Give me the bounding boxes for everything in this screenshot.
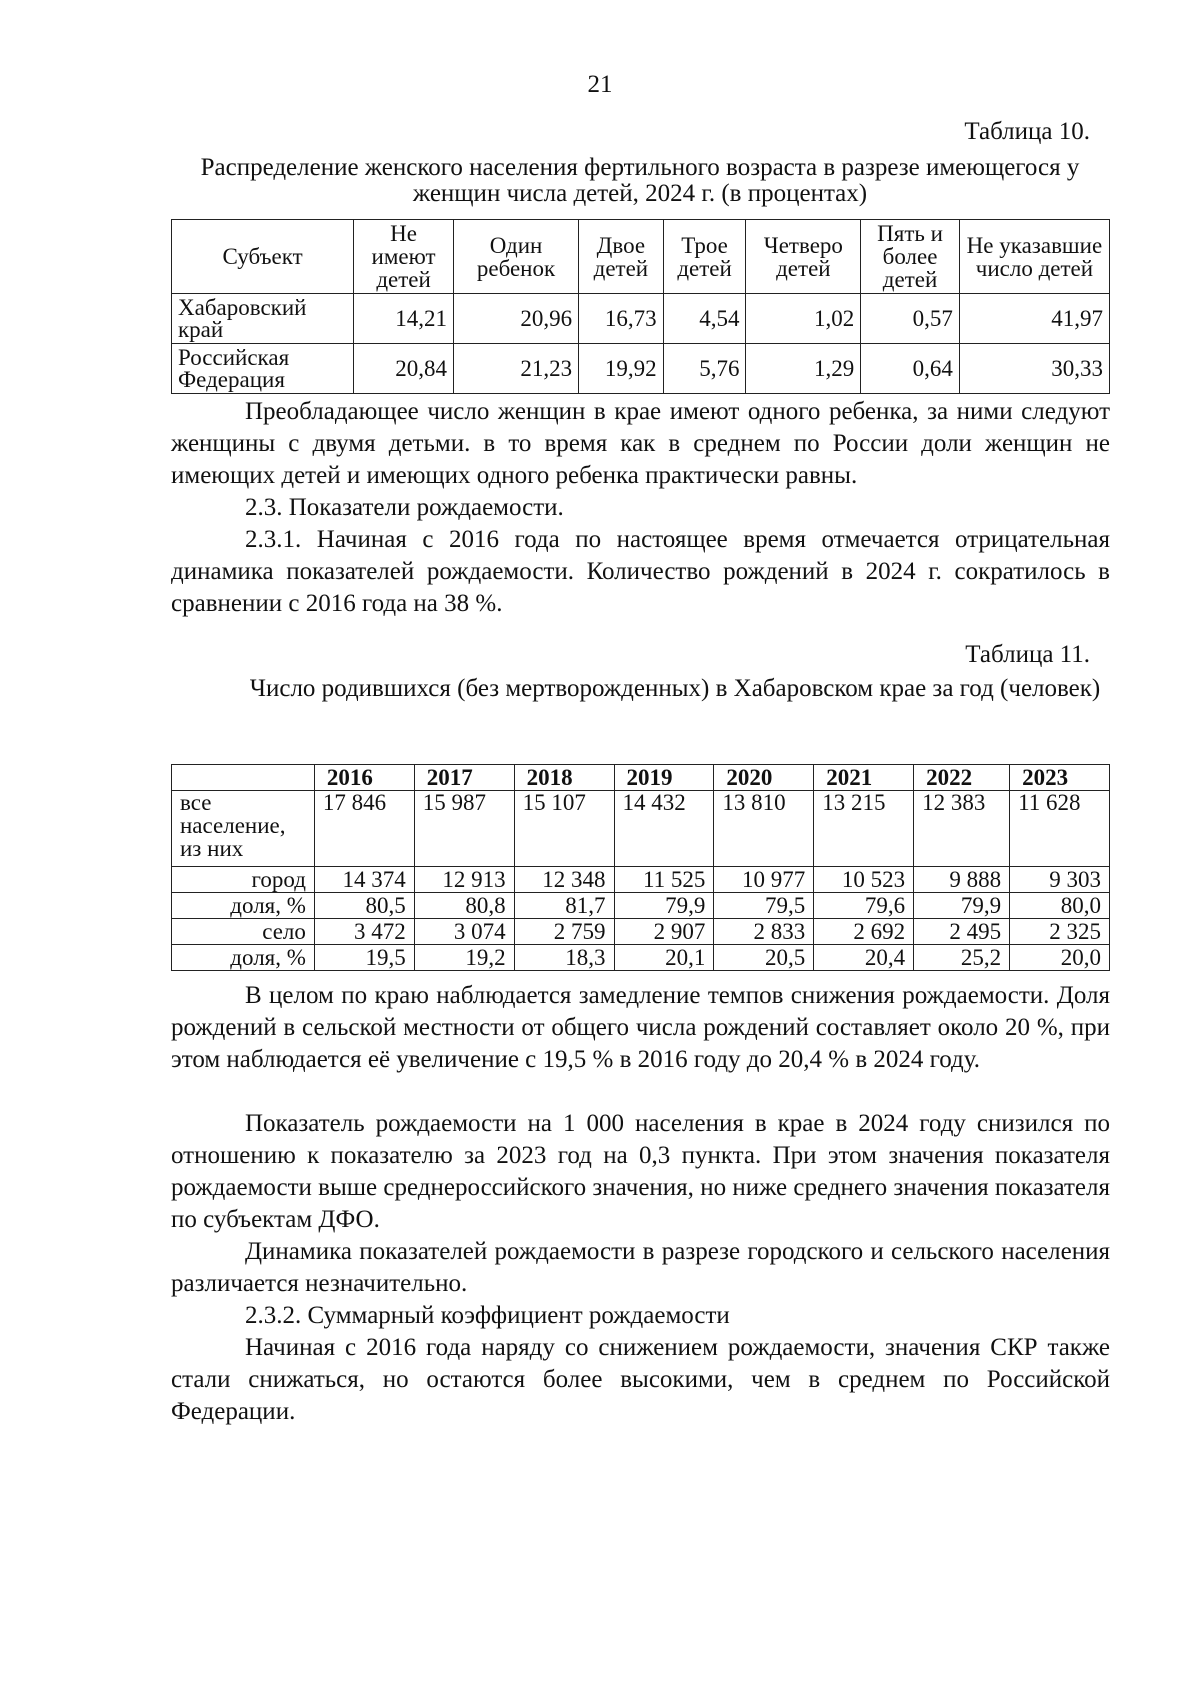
table11-cell: 79,9 (614, 893, 714, 919)
paragraph-text: Начиная с 2016 года наряду со снижением рождаемости, значения СКР также стали снижаться, но остаются более высокими, чем в среднем по Российской Федерации. (171, 1334, 1110, 1425)
table11-cell: 80,0 (1010, 893, 1110, 919)
table11-cell: 2 759 (514, 919, 614, 945)
paragraph-text: В целом по краю наблюдается замедление темпов снижения рождаемости. Доля рождений в сельской местности от общего числа рождений составляет около 20 %, при этом наблюдается её увеличение с 19,5 % в 2016 году до 20,4 % в 2024 году. (171, 982, 1110, 1073)
table10-subject: Хабаровский край (172, 294, 354, 344)
table11-cell: 2 907 (614, 919, 714, 945)
table11-cell: 13 215 (814, 791, 914, 867)
table11-cell: 79,6 (814, 893, 914, 919)
table10-header-row (172, 220, 1110, 294)
table-row (172, 893, 1110, 919)
paragraph-text: Преобладающее число женщин в крае имеют одного ребенка, за ними следуют женщины с двумя детьми. в то время как в среднем по России доли женщин не имеющих детей и имеющих одного ребенка практически равны. (171, 398, 1110, 489)
table11-cell: 80,5 (314, 893, 414, 919)
table10-cell: 20,96 (453, 294, 578, 344)
table11-cell: 2 495 (914, 919, 1010, 945)
table-row (172, 945, 1110, 971)
table10-header: Трое детей (663, 220, 746, 294)
table11-cell: 18,3 (514, 945, 614, 971)
paragraph (171, 524, 1110, 620)
section-heading: 2.3. Показатели рождаемости. (245, 494, 564, 521)
table11-year: 2017 (414, 765, 514, 791)
table11-cell: 3 074 (414, 919, 514, 945)
table11-label: Таблица 11. (965, 641, 1090, 668)
paragraph-text: Динамика показателей рождаемости в разрезе городского и сельского населения различается незначительно. (171, 1238, 1110, 1297)
table10-label: Таблица 10. (964, 118, 1090, 145)
table-row (172, 791, 1110, 867)
table11-cell: 19,2 (414, 945, 514, 971)
paragraph-text: Показатель рождаемости на 1 000 населения в крае в 2024 году снизился по отношению к показателю за 2023 год на 0,3 пункта. При этом значения показателя рождаемости выше среднероссийского значения, но ниже среднего значения показателя по субъектам ДФО. (171, 1110, 1110, 1233)
table11-row-label: село (172, 919, 315, 945)
table11-cell: 20,0 (1010, 945, 1110, 971)
table11-year: 2020 (714, 765, 814, 791)
table10-cell: 14,21 (354, 294, 454, 344)
paragraph (171, 980, 1110, 1076)
table11-cell: 20,1 (614, 945, 714, 971)
table-row (172, 344, 1110, 394)
table11-cell: 11 628 (1010, 791, 1110, 867)
table11-cell: 9 888 (914, 867, 1010, 893)
table11-cell: 2 692 (814, 919, 914, 945)
table11-cell: 80,8 (414, 893, 514, 919)
table11-row-label: доля, % (172, 945, 315, 971)
table11-cell: 12 913 (414, 867, 514, 893)
table11-cell: 3 472 (314, 919, 414, 945)
table11-year: 2018 (514, 765, 614, 791)
table10-cell: 0,57 (861, 294, 960, 344)
table-row (172, 867, 1110, 893)
table11-row-label: доля, % (172, 893, 315, 919)
table11-cell: 10 523 (814, 867, 914, 893)
table10-header: Один ребенок (453, 220, 578, 294)
table11-header-row (172, 765, 1110, 791)
table11-cell: 14 374 (314, 867, 414, 893)
table11-cell: 81,7 (514, 893, 614, 919)
table10-header: Пять и более детей (861, 220, 960, 294)
table10-cell: 1,29 (746, 344, 861, 394)
table10-cell: 30,33 (959, 344, 1109, 394)
paragraph (171, 396, 1110, 492)
table11-cell: 79,5 (714, 893, 814, 919)
table10-header: Не имеют детей (354, 220, 454, 294)
table11-cell: 15 987 (414, 791, 514, 867)
table11-cell: 12 383 (914, 791, 1010, 867)
table10-header: Не указавшие число детей (959, 220, 1109, 294)
table11-cell: 25,2 (914, 945, 1010, 971)
table-row (172, 919, 1110, 945)
table11-cell: 12 348 (514, 867, 614, 893)
table10-cell: 1,02 (746, 294, 861, 344)
table10-cell: 19,92 (579, 344, 664, 394)
section-heading: 2.3.2. Суммарный коэффициент рождаемости (245, 1302, 730, 1329)
table11-title: Число родившихся (без мертворожденных) в Хабаровском крае за год (человек) (249, 675, 1101, 702)
table11-cell: 9 303 (1010, 867, 1110, 893)
table10-header: Субъект (172, 220, 354, 294)
paragraph (171, 1108, 1110, 1236)
table10 (171, 219, 1110, 394)
table11-cell: 15 107 (514, 791, 614, 867)
table10-cell: 0,64 (861, 344, 960, 394)
table11-year: 2019 (614, 765, 714, 791)
table11-row-label: город (172, 867, 315, 893)
table11-year: 2021 (814, 765, 914, 791)
table11-cell: 2 833 (714, 919, 814, 945)
table11-cell: 14 432 (614, 791, 714, 867)
table11-cell: 79,9 (914, 893, 1010, 919)
table11-cell: 20,5 (714, 945, 814, 971)
table11-cell: 17 846 (314, 791, 414, 867)
table11-row-label: все население, из них (172, 791, 315, 867)
table11-cell: 20,4 (814, 945, 914, 971)
table11-cell: 19,5 (314, 945, 414, 971)
table11-cell: 2 325 (1010, 919, 1110, 945)
table11-year: 2016 (314, 765, 414, 791)
table10-cell: 5,76 (663, 344, 746, 394)
table10-cell: 4,54 (663, 294, 746, 344)
table10-subject: Российская Федерация (172, 344, 354, 394)
paragraph-text: 2.3.1. Начиная с 2016 года по настоящее время отмечается отрицательная динамика показателей рождаемости. Количество рождений в 2024 г. сократилось в сравнении с 2016 года на 38 %. (171, 526, 1110, 617)
table10-header: Двое детей (579, 220, 664, 294)
table10-cell: 41,97 (959, 294, 1109, 344)
table11-corner-cell (172, 765, 315, 791)
table-row (172, 294, 1110, 344)
table11-cell: 10 977 (714, 867, 814, 893)
table10-cell: 16,73 (579, 294, 664, 344)
table10-cell: 21,23 (453, 344, 578, 394)
table10-header: Четверо детей (746, 220, 861, 294)
table11-cell: 13 810 (714, 791, 814, 867)
table11-year: 2022 (914, 765, 1010, 791)
table11 (171, 764, 1110, 971)
table10-title: Распределение женского населения фертильного возраста в разрезе имеющегося у женщин числа детей, 2024 г. (в процентах) (200, 154, 1080, 207)
paragraph (171, 1332, 1110, 1428)
table11-cell: 11 525 (614, 867, 714, 893)
table11-year: 2023 (1010, 765, 1110, 791)
page-number: 21 (587, 71, 613, 98)
paragraph (171, 1236, 1110, 1300)
table10-cell: 20,84 (354, 344, 454, 394)
